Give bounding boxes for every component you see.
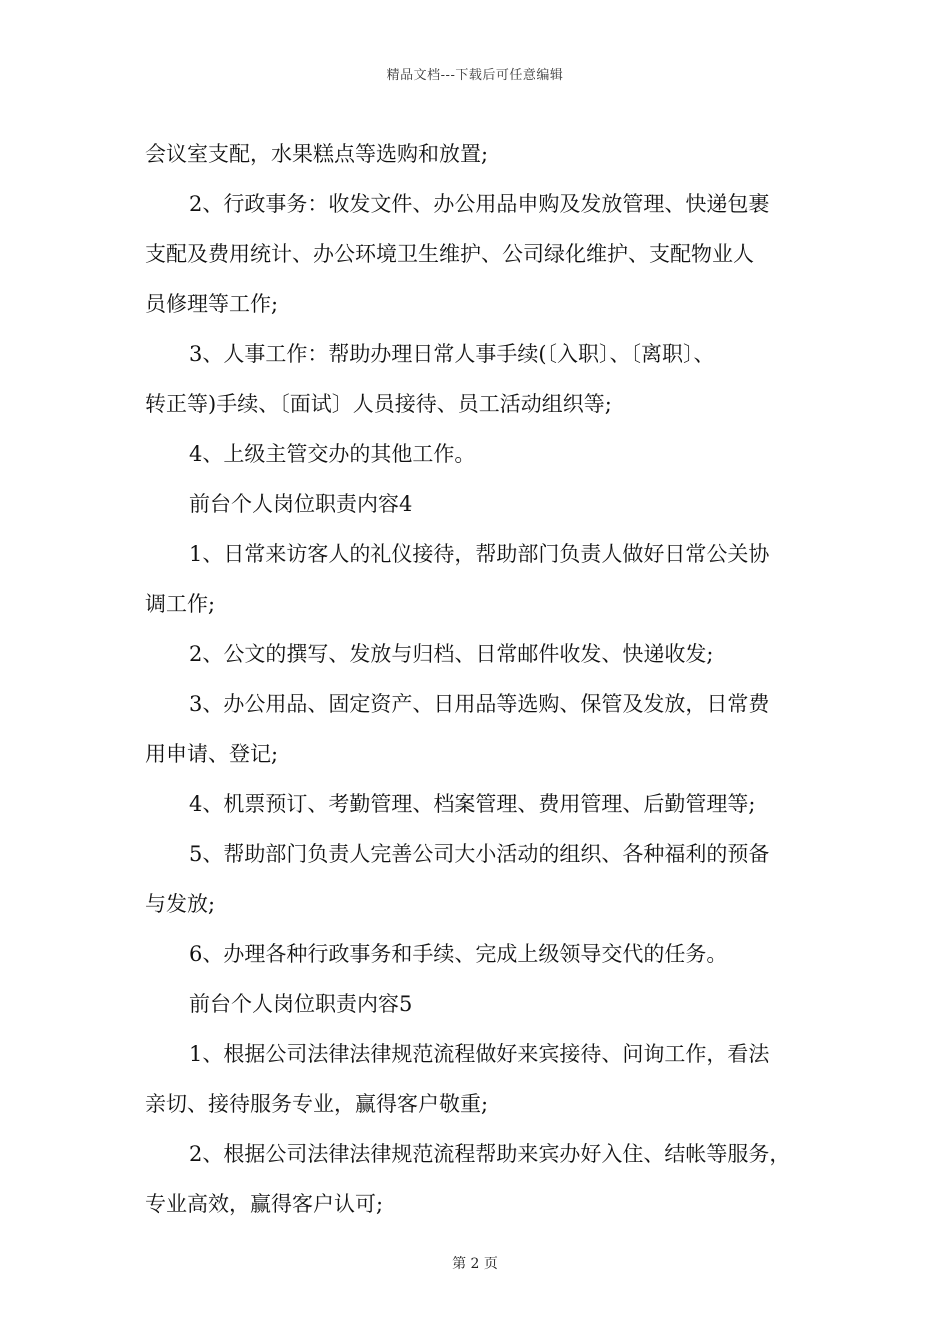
text-line: 调工作; [145, 592, 216, 616]
text-line: 2、根据公司法律法律规范流程帮助来宾办好入住、结帐等服务， [189, 1142, 791, 1166]
text-line: 6、办理各种行政事务和手续、完成上级领导交代的任务。 [189, 942, 728, 966]
text-line: 3、人事工作：帮助办理日常人事手续(〔入职〕、〔离职〕、 [189, 342, 715, 366]
page-header: 精品文档---下载后可任意编辑 [386, 68, 564, 83]
text-line: 会议室支配，水果糕点等选购和放置; [145, 142, 489, 166]
section-heading: 前台个人岗位职责内容4 [189, 492, 413, 516]
document-body [145, 129, 815, 1229]
text-line: 3、办公用品、固定资产、日用品等选购、保管及发放，日常费 [189, 692, 770, 716]
text-line: 亲切、接待服务专业，赢得客户敬重; [145, 1092, 489, 1116]
section-heading: 前台个人岗位职责内容5 [189, 992, 413, 1016]
text-line: 1、日常来访客人的礼仪接待，帮助部门负责人做好日常公关协 [189, 542, 770, 566]
text-line: 2、公文的撰写、发放与归档、日常邮件收发、快递收发; [189, 642, 714, 666]
text-line: 用申请、登记; [145, 742, 279, 766]
text-line: 5、帮助部门负责人完善公司大小活动的组织、各种福利的预备 [189, 842, 770, 866]
text-line: 支配及费用统计、办公环境卫生维护、公司绿化维护、支配物业人 [145, 242, 754, 266]
text-line: 转正等)手续、〔面试〕人员接待、员工活动组织等; [145, 392, 612, 416]
page-footer: 第 2 页 [452, 1256, 498, 1272]
text-line: 4、机票预订、考勤管理、档案管理、费用管理、后勤管理等; [189, 792, 756, 816]
text-line: 4、上级主管交办的其他工作。 [189, 442, 476, 466]
text-line: 2、行政事务：收发文件、办公用品申购及发放管理、快递包裹 [189, 192, 770, 216]
text-line: 与发放; [145, 892, 216, 916]
text-line: 专业高效，赢得客户认可; [145, 1192, 384, 1216]
text-line: 1、根据公司法律法律规范流程做好来宾接待、问询工作，看法 [189, 1042, 770, 1066]
text-line: 员修理等工作; [145, 292, 279, 316]
